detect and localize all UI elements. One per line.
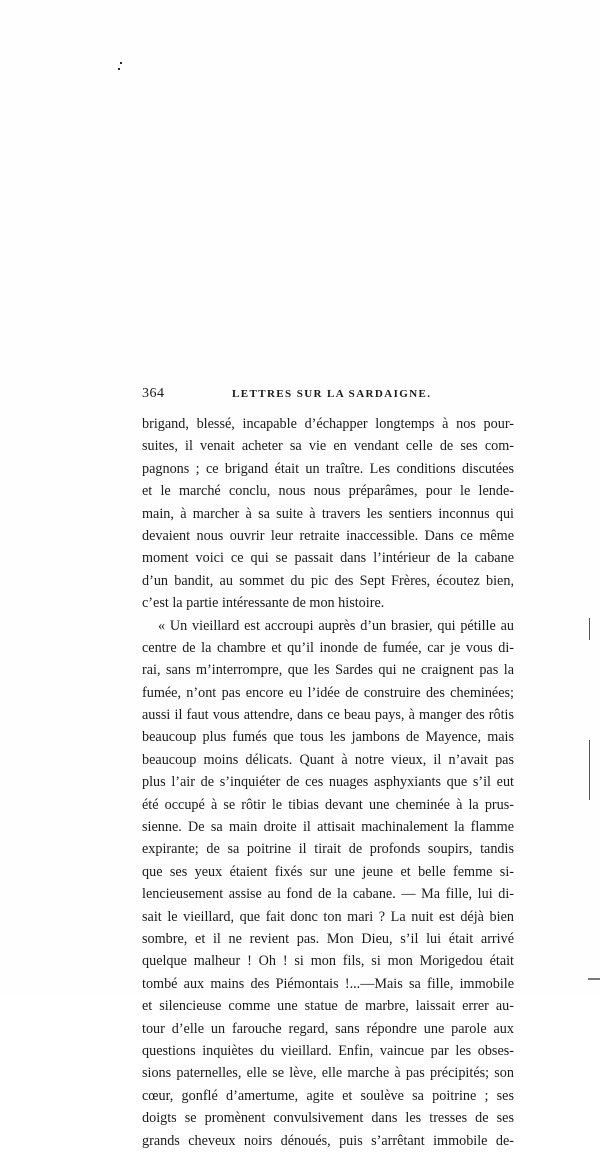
text-line: lencieusement assise au fond de la cabane. — Ma fille, lui di- bbox=[142, 886, 514, 903]
text-line: doigts se promènent convulsivement dans les tresses de ses bbox=[142, 1110, 514, 1127]
text-line: « Un vieillard est accroupi auprès d’un brasier, qui pétille au bbox=[158, 617, 514, 634]
text-line: plus l’air de s’inquiéter de ces nuages asphyxiants que s’il eut bbox=[142, 774, 514, 791]
text-line: tombé aux mains des Piémontais !...—Mais sa fille, immobile bbox=[142, 975, 514, 992]
text-line: tour d’elle un farouche regard, sans répondre une parole aux bbox=[142, 1020, 514, 1037]
text-line: fumée, n’ont pas encore eu l’idée de construire des cheminées; bbox=[142, 684, 514, 701]
text-line: beaucoup moins délicats. Quant à notre vieux, il n’avait pas bbox=[142, 751, 514, 768]
text-line: cœur, gonflé d’amertume, agite et soulève sa poitrine ; ses bbox=[142, 1087, 514, 1104]
text-line: aussi il faut vous attendre, dans ce beau pays, à manger des rôtis bbox=[142, 707, 514, 724]
text-line: suites, il venait acheter sa vie en vendant celle de ses com- bbox=[142, 438, 514, 455]
text-line: brigand, blessé, incapable d’échapper longtemps à nos pour- bbox=[142, 416, 514, 432]
page-header bbox=[142, 386, 514, 406]
text-line: beaucoup plus fumés que tous les jambons de Mayence, mais bbox=[142, 729, 514, 746]
text-line: sions paternelles, elle se lève, elle marche à pas précipités; son bbox=[142, 1065, 514, 1082]
text-line: sienne. De sa main droite il attisait machinalement la flamme bbox=[142, 819, 514, 836]
running-title: LETTRES SUR LA SARDAIGNE. bbox=[232, 388, 432, 400]
text-line: quelque malheur ! Oh ! si mon fils, si mon Morigedou était bbox=[142, 953, 514, 970]
text-line: été occupé à se rôtir le tibias devant une cheminée à la prus- bbox=[142, 796, 514, 813]
text-line: main, à marcher à sa suite à travers les sentiers inconnus qui bbox=[142, 505, 514, 522]
text-line: grands cheveux noirs dénoués, puis s’arrêtant immobile de- bbox=[142, 1132, 514, 1149]
body-text bbox=[142, 413, 514, 1152]
text-line: et le marché conclu, nous nous préparâmes, pour le lende- bbox=[142, 483, 514, 500]
text-line: rai, sans m’interrompre, que les Sardes qui ne craignent pas la bbox=[142, 662, 514, 679]
scan-edge-mark bbox=[589, 740, 590, 800]
text-line: centre de la chambre et qu’il inonde de fumée, car je vous di- bbox=[142, 639, 514, 656]
text-line: c’est la partie intéressante de mon histoire. bbox=[142, 595, 385, 612]
text-line: sait le vieillard, que fait donc ton mari ? La nuit est déjà bien bbox=[142, 908, 514, 925]
text-line: et silencieuse comme une statue de marbre, laissait errer au- bbox=[142, 998, 514, 1015]
text-line: d’un bandit, au sommet du pic des Sept Frères, écoutez bien, bbox=[142, 572, 514, 589]
scan-speck bbox=[118, 68, 120, 70]
text-line: que ses yeux étaient fixés sur une jeune et belle femme si- bbox=[142, 863, 514, 880]
text-line: devaient nous ouvrir leur retraite inaccessible. Dans ce même bbox=[142, 527, 514, 544]
scan-edge-mark bbox=[588, 978, 600, 980]
page-number: 364 bbox=[142, 386, 165, 401]
text-line: expirante; de sa poitrine il tirait de profonds soupirs, tandis bbox=[142, 841, 514, 858]
text-line: pagnons ; ce brigand était un traître. Les conditions discutées bbox=[142, 460, 514, 477]
text-line: questions inquiètes du vieillard. Enfin, vaincue par les obses- bbox=[142, 1042, 514, 1059]
scan-speck bbox=[120, 62, 122, 64]
text-line: moment voici ce qui se passait dans l’intérieur de la cabane bbox=[142, 550, 514, 567]
scan-edge-mark bbox=[589, 618, 590, 640]
text-line: sombre, et il ne revient pas. Mon Dieu, s’il lui était arrivé bbox=[142, 930, 514, 947]
